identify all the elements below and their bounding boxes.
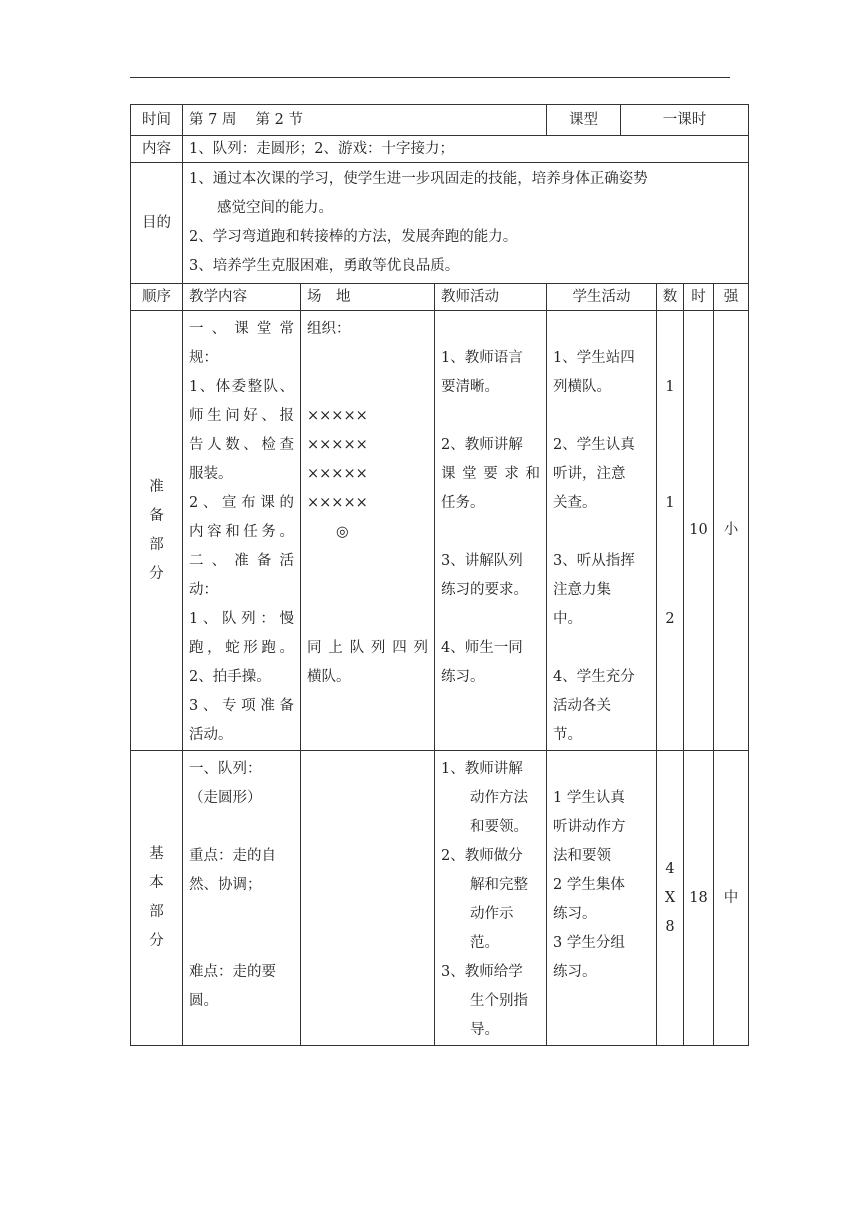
header-rule [130,77,730,78]
student-line: 1 学生认真 [553,790,625,806]
content-line: 难点：走的要 [189,964,276,980]
student-line [553,315,650,344]
student-line [553,402,650,431]
main-section-row [131,751,749,1046]
count-line [657,460,683,489]
student-line: 听讲，注意 [553,466,626,482]
purpose-line: 感觉空间的能力。 [217,200,333,216]
prep-count [657,311,684,751]
content-line: 3、专项准备 [189,698,294,714]
teacher-line: 4、师生一同 [441,640,523,656]
student-line: 1、学生站四 [553,350,635,366]
count-line: 8 [665,918,675,935]
student-line: 听讲动作方 [553,819,626,835]
student-line: 2 学生集体 [553,877,625,893]
content-line: 服装。 [189,466,233,482]
prep-content [183,311,301,751]
time-value: 第 7 周 第 2 节 [183,105,547,136]
formation-row: ××××× [307,437,368,453]
time-label: 时间 [131,105,183,136]
col-count: 数 [657,284,684,311]
label-char: 本 [149,875,164,891]
count-line: X [664,889,676,906]
student-line: 3 学生分组 [553,935,625,951]
purpose-line: 1、通过本次课的学习，使学生进一步巩固走的技能，培养身体正确姿势 [189,171,648,187]
label-char: 部 [149,536,164,553]
teacher-line [441,518,540,547]
content-line [189,900,294,929]
col-time: 时 [684,284,714,311]
teacher-line [441,315,540,344]
time-row [131,105,749,136]
count-line [657,402,683,431]
teacher-line: 范。 [441,935,499,951]
content-row [131,136,749,163]
student-line: 活动各关 [553,698,612,714]
content-line: 然、协调； [189,877,262,893]
teacher-line: 2、教师讲解 [441,437,523,453]
content-line: 重点：走的自 [189,848,276,864]
teacher-line: 练习。 [441,669,485,685]
main-intensity: 中 [714,751,749,1046]
teacher-position-icon: ◎ [307,524,349,540]
type-value: 一课时 [621,105,749,136]
col-teacher: 教师活动 [435,284,547,311]
content-line: 跑，蛇形跑。 [189,640,294,656]
teacher-line: 1、教师讲解 [441,761,523,777]
teacher-line: 和要领。 [441,819,528,835]
teacher-line [441,605,540,634]
student-line: 4、学生充分 [553,669,635,685]
teacher-line: 导。 [441,1022,499,1038]
student-line: 中。 [553,611,583,627]
label-char: 准 [149,478,164,495]
label-char: 基 [149,846,164,862]
purpose-label: 目的 [131,163,183,284]
prep-teacher [435,311,547,751]
content-line: 1、队列：慢 [189,611,294,627]
label-char: 分 [149,565,164,582]
count-line [657,576,683,605]
prep-section-label [131,311,183,751]
main-content [183,751,301,1046]
venue-line [307,547,428,576]
formation-row: ××××× [307,466,368,482]
student-line: 节。 [553,727,583,743]
purpose-line: 2、学习弯道跑和转接棒的方法，发展奔跑的能力。 [189,229,518,245]
student-line: 练习。 [553,906,597,922]
purpose-line: 3、培养学生克服困难，勇敢等优良品质。 [189,258,460,274]
count-line [657,547,683,576]
content-line: 一、队列： [189,761,262,777]
student-line: 注意力集 [553,582,612,598]
teacher-line: 生个别指 [441,993,528,1009]
venue-line [307,576,428,605]
main-student [547,751,657,1046]
count-line: 1 [665,495,675,511]
prep-time: 10 [684,311,714,751]
purpose-row [131,163,749,284]
prep-intensity: 小 [714,311,749,751]
teacher-line: 练习的要求。 [441,582,528,598]
student-line: 2、学生认真 [553,437,635,453]
content-line: 活动。 [189,727,233,743]
formation-row: ××××× [307,495,368,511]
student-line [553,755,650,784]
venue-line: 同上队列四列 [307,640,428,656]
main-venue [301,751,435,1046]
student-line: 3、听从指挥 [553,553,635,569]
content-line: 告人数、检查 [189,437,294,453]
main-teacher [435,751,547,1046]
content-value: 1、队列：走圆形；2、游戏：十字接力； [183,136,749,163]
prep-section-row [131,311,749,751]
main-time: 18 [684,751,714,1046]
content-line: 二、准备活 [189,553,294,569]
formation-row: ××××× [307,408,368,424]
teacher-line: 动作示 [441,906,514,922]
teacher-line [441,402,540,431]
venue-line: 组织： [307,321,351,337]
student-line: 练习。 [553,964,597,980]
teacher-line: 3、教师给学 [441,964,523,980]
col-student: 学生活动 [547,284,657,311]
main-section-label [131,751,183,1046]
content-line: 2、宣布课的 [189,495,294,511]
column-header-row [131,284,749,311]
teacher-line: 3、讲解队列 [441,553,523,569]
teacher-line: 课堂要求和 [441,466,541,482]
content-line: 内容和任务。 [189,524,294,540]
label-char: 分 [149,933,164,949]
teacher-line: 任务。 [441,495,485,511]
lesson-plan-table [130,104,749,1046]
student-line [553,634,650,663]
count-line: 2 [665,611,675,627]
venue-line [307,373,428,402]
col-order: 顺序 [131,284,183,311]
prep-student [547,311,657,751]
teacher-line: 要清晰。 [441,379,499,395]
content-label: 内容 [131,136,183,163]
content-line: 动： [189,582,218,598]
prep-venue [301,311,435,751]
content-line [189,813,294,842]
teacher-line: 1、教师语言 [441,350,523,366]
main-count [657,751,684,1046]
content-line [189,929,294,958]
teacher-line: 动作方法 [441,790,528,806]
venue-line [307,344,428,373]
student-line: 关查。 [553,495,597,511]
count-line [657,431,683,460]
content-line: 师生问好、报 [189,408,294,424]
teacher-line: 解和完整 [441,877,528,893]
content-line: 1、体委整队、 [189,379,294,395]
label-char: 部 [149,904,164,920]
count-line [657,344,683,373]
col-content: 教学内容 [183,284,301,311]
content-line: 规： [189,350,218,366]
student-line: 法和要领 [553,848,612,864]
label-char: 备 [149,507,164,524]
count-line [657,315,683,344]
content-line: （走圆形） [189,790,262,806]
col-intensity: 强 [714,284,749,311]
col-venue: 场 地 [301,284,435,311]
content-line: 圆。 [189,993,218,1009]
venue-line: 横队。 [307,669,351,685]
content-line: 一、课堂常 [189,321,294,337]
content-line: 2、拍手操。 [189,669,271,685]
count-line: 1 [665,379,675,395]
type-label: 课型 [547,105,621,136]
student-line: 列横队。 [553,379,612,395]
teacher-line: 2、教师做分 [441,848,523,864]
venue-line [307,605,428,634]
count-line: 4 [665,860,675,877]
student-line [553,518,650,547]
purpose-text [183,163,749,284]
count-line [657,518,683,547]
